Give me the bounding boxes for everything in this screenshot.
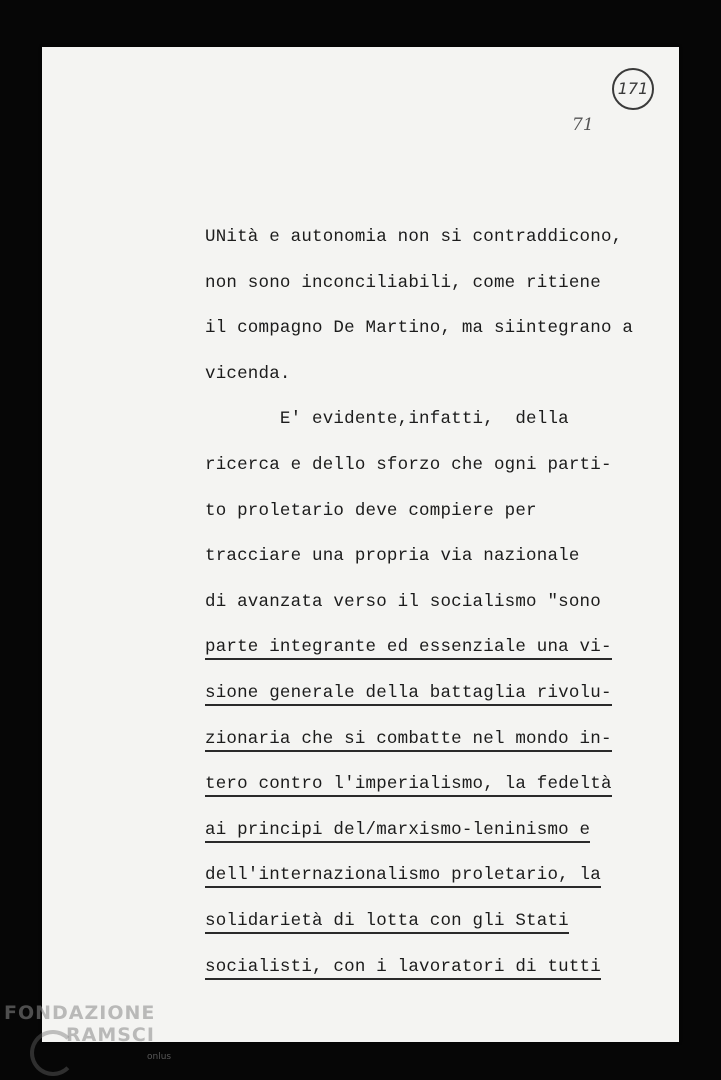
text-line xyxy=(205,818,590,842)
text-line xyxy=(205,271,601,295)
text-line xyxy=(205,681,612,705)
text-line xyxy=(205,453,612,477)
text-line xyxy=(205,225,622,249)
text-line xyxy=(205,863,601,887)
text-line xyxy=(205,544,580,568)
text-line xyxy=(205,955,601,979)
text-line xyxy=(205,362,291,386)
text-line-content: to proletario deve compiere per xyxy=(205,500,537,521)
text-line-content: sione generale della battaglia rivolu- xyxy=(205,683,612,706)
watermark xyxy=(4,1002,155,1046)
text-line-content: E' evidente,infatti, della xyxy=(205,409,569,430)
handwritten-page-number: 71 xyxy=(572,115,594,135)
text-line-content: di avanzata verso il socialismo "sono xyxy=(205,591,601,612)
text-line-content: zionaria che si combatte nel mondo in- xyxy=(205,729,612,752)
watermark-sub: onlus xyxy=(147,1052,172,1062)
text-line-content: dell'internazionalismo proletario, la xyxy=(205,865,601,888)
text-line-content: ricerca e dello sforzo che ogni parti- xyxy=(205,455,612,475)
text-line xyxy=(205,407,569,431)
text-line-content: ai principi del/marxismo-leninismo e xyxy=(205,820,590,843)
text-line-content: il compagno De Martino, ma siintegrano a xyxy=(205,318,634,339)
document-page xyxy=(42,47,679,1042)
text-line xyxy=(205,590,601,614)
text-line-content: non sono inconciliabili, come ritiene xyxy=(205,272,601,293)
text-line xyxy=(205,909,569,933)
text-line xyxy=(205,499,537,523)
text-line-content: tero contro l'imperialismo, la fedeltà xyxy=(205,774,612,797)
circled-page-number: 171 xyxy=(612,68,654,110)
text-line xyxy=(205,772,612,796)
text-line-content: solidarietà di lotta con gli Stati xyxy=(205,911,569,934)
text-line xyxy=(205,635,612,659)
text-line-content: tracciare una propria via nazionale xyxy=(205,546,580,567)
text-line-content: parte integrante ed essenziale una vi- xyxy=(205,637,612,660)
watermark-line1: FONDAZIONE xyxy=(4,1002,156,1024)
text-line xyxy=(205,727,612,751)
text-line-content: UNità e autonomia non si contraddicono, xyxy=(205,227,623,247)
text-line xyxy=(205,316,633,340)
text-line-content: vicenda. xyxy=(205,363,291,384)
text-line-content: socialisti, con i lavoratori di tutti xyxy=(205,957,601,980)
watermark-line2: RAMSCI xyxy=(66,1024,155,1046)
